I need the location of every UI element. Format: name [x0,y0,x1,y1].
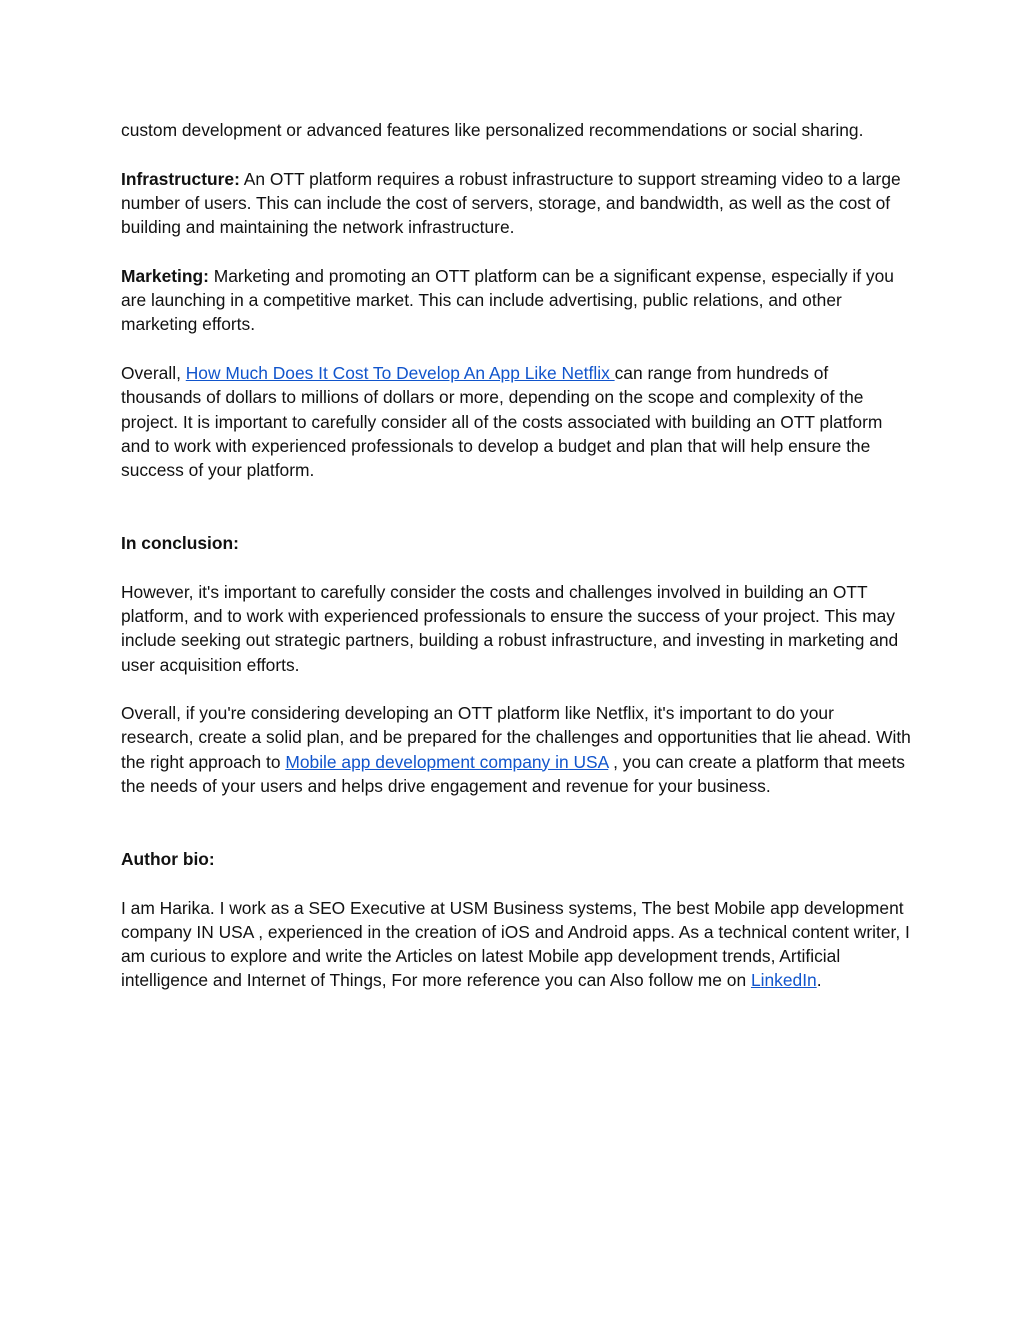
author-bio-heading: Author bio: [121,848,215,869]
document-page [121,118,911,1017]
author-bio-end: . [816,970,822,991]
infrastructure-paragraph [121,167,911,240]
infrastructure-text: An OTT platform requires a robust infrastructure to support streaming video to a large number of users. This can include the cost of servers, storage, and bandwidth, as well as the cost of building and maintaining the network infrastructure. [121,168,901,238]
overall-approach-after: , you can create a platform that meets the needs of your users and helps drive engagement and revenue for your business. [121,751,906,797]
marketing-paragraph [121,264,911,337]
netflix-cost-link[interactable]: How Much Does It Cost To Develop An App Like Netflix [185,362,615,383]
conclusion-heading: In conclusion: [121,533,239,554]
overall-cost-after: can range from hundreds of thousands of dollars to millions of dollars or more, depending on the scope and complexity of the project. It is important to carefully consider all of the costs associated with building an OTT platform and to work with experienced professionals to develop a budget and plan that will help ensure the success of your platform. [121,362,883,481]
overall-approach-before: Overall, if you're considering developing an OTT platform like Netflix, it's important to do your research, create a solid plan, and be prepared for the challenges and opportunities that lie ahead. With the right approach to [121,703,911,772]
marketing-label: Marketing: [121,265,209,286]
intro-paragraph: custom development or advanced features like personalized recommendations or social sharing. [121,120,864,140]
mobile-app-company-link[interactable]: Mobile app development company in USA [285,751,609,772]
linkedin-link[interactable]: LinkedIn [750,970,817,991]
author-bio-paragraph [121,896,911,993]
overall-cost-paragraph [121,361,911,482]
infrastructure-label: Infrastructure: [121,168,240,189]
overall-cost-before: Overall, [121,362,186,383]
author-bio-text: I am Harika. I work as a SEO Executive at USM Business systems, The best Mobile app development company IN USA , experienced in the creation of iOS and Android apps. As a technical content writer, I am curious to explore and write the Articles on latest Mobile app development trends, Artificial intelligence and Internet of Things, For more reference you can Also follow me on [121,897,910,991]
marketing-text: Marketing and promoting an OTT platform can be a significant expense, especially if you are launching in a competitive market. This can include advertising, public relations, and other marketing efforts. [121,265,894,335]
conclusion-paragraph: However, it's important to carefully consider the costs and challenges involved in building an OTT platform, and to work with experienced professionals to ensure the success of your project. This may include seeking out strategic partners, building a robust infrastructure, and investing in marketing and user acquisition efforts. [121,581,899,675]
overall-approach-paragraph [121,701,911,798]
